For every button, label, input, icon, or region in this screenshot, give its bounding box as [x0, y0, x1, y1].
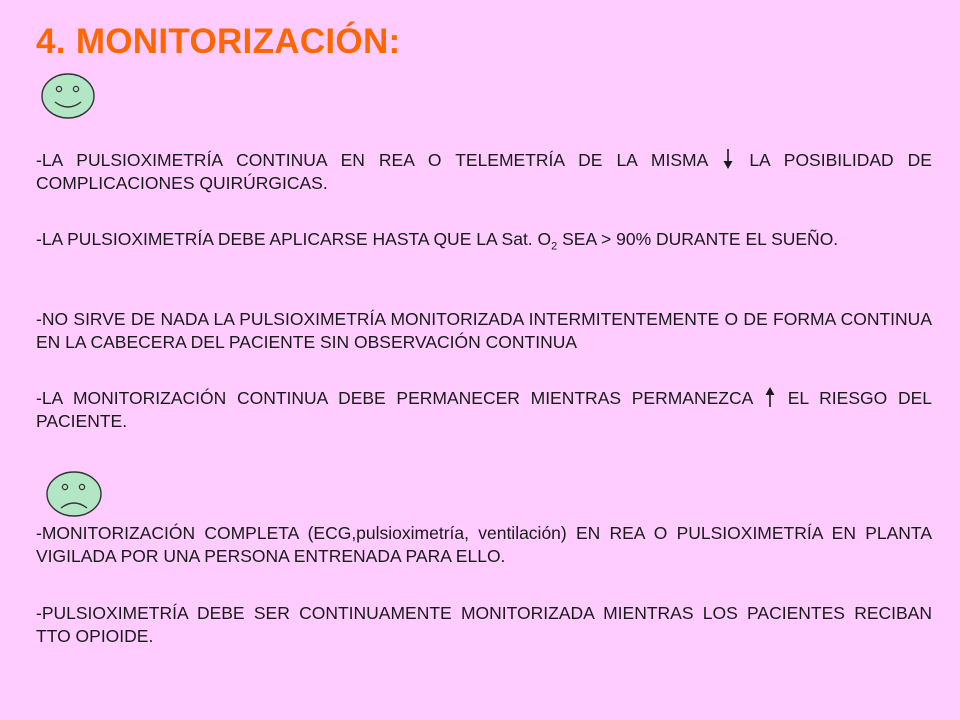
arrow-up-icon [763, 386, 777, 408]
slide-title: 4. MONITORIZACIÓN: [36, 22, 401, 61]
paragraph-4-start: -LA MONITORIZACIÓN CONTINUA DEBE PERMANECER MIENTRAS PERMANEZCA [36, 388, 753, 408]
paragraph-2-end: SEA > 90% DURANTE EL SUEÑO. [557, 229, 839, 249]
paragraph-1-start: -LA PULSIOXIMETRÍA CONTINUA EN REA O TELEMETRÍA DE LA MISMA [36, 150, 708, 170]
smiley-face-icon [40, 72, 98, 122]
paragraph-4 [36, 386, 932, 433]
paragraph-2 [36, 228, 932, 259]
paragraph-1 [36, 148, 932, 195]
paragraph-2-start: -LA PULSIOXIMETRÍA DEBE APLICARSE HASTA QUE LA Sat. O [36, 229, 552, 249]
oxygen-subscript: 2 [551, 240, 558, 253]
arrow-down-icon [721, 148, 735, 170]
paragraph-1-end: LA POSIBILIDAD DE COMPLICACIONES QUIRÚRGICAS. [36, 150, 932, 193]
paragraph-3: -NO SIRVE DE NADA LA PULSIOXIMETRÍA MONITORIZADA INTERMITENTEMENTE O DE FORMA CONTINUA EN LA CABECERA DEL PACIENTE SIN OBSERVACIÓN CONTINUA [36, 309, 932, 352]
paragraph-6: -PULSIOXIMETRÍA DEBE SER CONTINUAMENTE MONITORIZADA MIENTRAS LOS PACIENTES RECIBAN TTO OPIOIDE. [36, 603, 932, 646]
sad-face-icon [44, 470, 104, 520]
paragraph-4-end: EL RIESGO DEL PACIENTE. [36, 388, 932, 431]
paragraph-5: -MONITORIZACIÓN COMPLETA (ECG,pulsioximetría, ventilación) EN REA O PULSIOXIMETRÍA EN PLANTA VIGILADA POR UNA PERSONA ENTRENADA PARA ELLO. [36, 523, 932, 566]
